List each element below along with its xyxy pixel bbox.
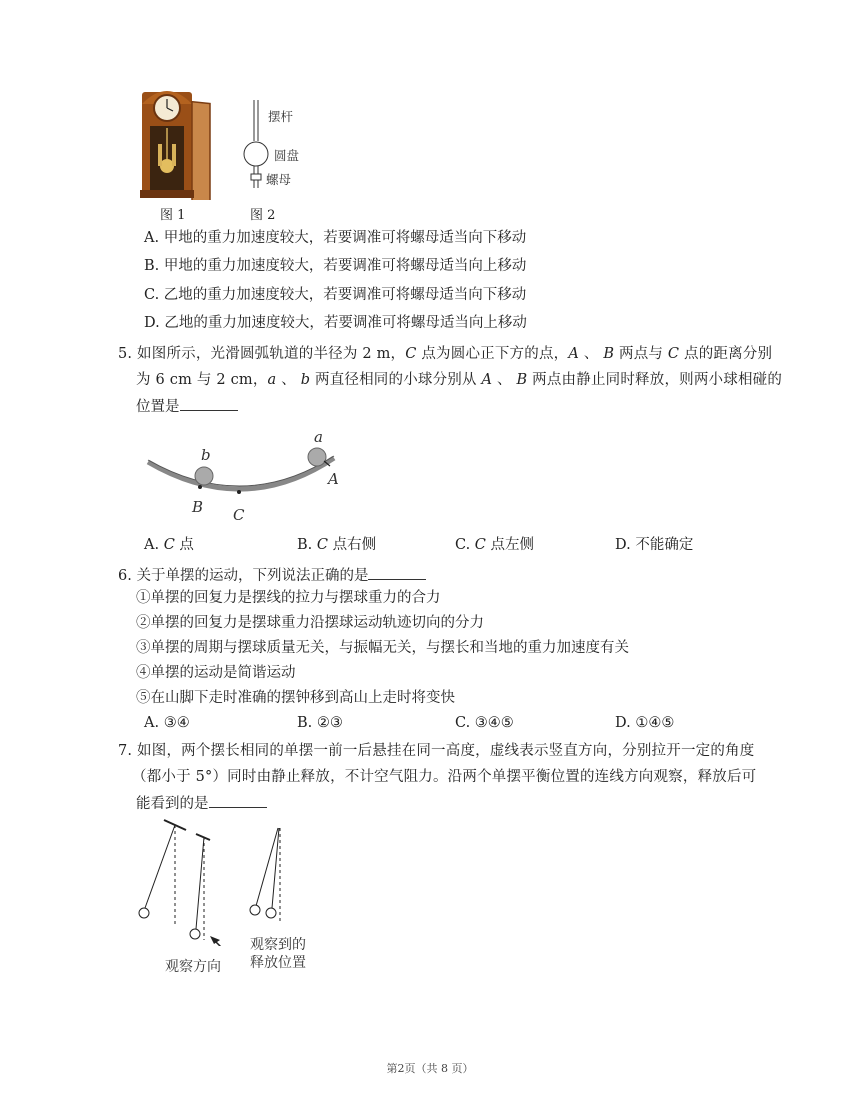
fig-label-B: B	[192, 498, 204, 516]
q5-stem-line2: 为 6 cm 与 2 cm，𝑎 、 𝑏 两直径相同的小球分别从 𝐴 、 𝐵 两点由静止同时释放，则两小球相碰的	[136, 372, 783, 388]
q4-option-d: D. 乙地的重力加速度较大，若要调准可将螺母适当向上移动	[144, 315, 527, 331]
q7-stem-line3: 能看到的是	[136, 793, 267, 814]
q5-option-c: C. 𝐶 点左侧	[455, 537, 534, 553]
q6-item-2: ②单摆的回复力是摆球重力沿摆球运动轨迹切向的分力	[136, 615, 484, 631]
q7-stem-line1: 7. 如图，两个摆长相同的单摆一前一后悬挂在同一高度，虚线表示竖直方向，分别拉开一定的角度	[118, 743, 755, 759]
observed-position-label-line1: 观察到的	[250, 937, 306, 953]
q6-option-a: A. ③④	[144, 715, 190, 731]
two-pendulums-figure	[134, 816, 294, 946]
page-footer: 第2页（共 8 页）	[386, 1062, 474, 1075]
q5-stem-line1: 5. 如图所示，光滑圆弧轨道的半径为 2 m，𝐶 点为圆心正下方的点，𝐴 、 𝐵 两点与 𝐶 点的距离分别	[118, 346, 773, 362]
q4-option-b: B. 甲地的重力加速度较大，若要调准可将螺母适当向上移动	[144, 258, 527, 274]
q4-option-c: C. 乙地的重力加速度较大，若要调准可将螺母适当向下移动	[144, 287, 527, 303]
label-nut: 螺母	[266, 172, 292, 187]
q6-option-b: B. ②③	[297, 715, 343, 731]
fig-label-b: b	[201, 446, 211, 464]
q5-stem-line3: 位置是	[136, 396, 238, 417]
label-rod: 摆杆	[268, 109, 294, 124]
q4-option-a: A. 甲地的重力加速度较大，若要调准可将螺母适当向下移动	[144, 230, 527, 246]
q6-item-5: ⑤在山脚下走时准确的摆钟移到高山上走时将变快	[136, 690, 455, 706]
observe-direction-label: 观察方向	[165, 959, 221, 975]
answer-blank	[180, 396, 238, 411]
q6-stem: 6. 关于单摆的运动，下列说法正确的是	[118, 565, 426, 586]
q6-option-d: D. ①④⑤	[615, 715, 675, 731]
q5-option-a: A. 𝐶 点	[144, 537, 194, 553]
fig-label-A: A	[328, 470, 339, 488]
label-disc: 圆盘	[274, 148, 300, 163]
q5-option-d: D. 不能确定	[615, 537, 694, 553]
q5-option-b: B. 𝐶 点右侧	[297, 537, 377, 553]
answer-blank	[209, 793, 267, 808]
answer-blank	[368, 565, 426, 580]
fig-label-C: C	[233, 506, 245, 524]
fig-label-a: a	[314, 428, 323, 446]
q6-option-c: C. ③④⑤	[455, 715, 514, 731]
q7-stem-line2: （都小于 5°）同时由静止释放，不计空气阻力。沿两个单摆平衡位置的连线方向观察，释放后可	[132, 769, 757, 785]
fig1-caption: 图 1	[160, 208, 186, 223]
fig2-caption: 图 2	[250, 208, 276, 223]
clock-image	[138, 82, 214, 200]
q6-item-4: ④单摆的运动是简谐运动	[136, 665, 296, 681]
q6-item-3: ③单摆的周期与摆球质量无关，与振幅无关，与摆长和当地的重力加速度有关	[136, 640, 629, 656]
q6-item-1: ①单摆的回复力是摆线的拉力与摆球重力的合力	[136, 590, 441, 606]
observed-position-label-line2: 释放位置	[250, 955, 306, 971]
